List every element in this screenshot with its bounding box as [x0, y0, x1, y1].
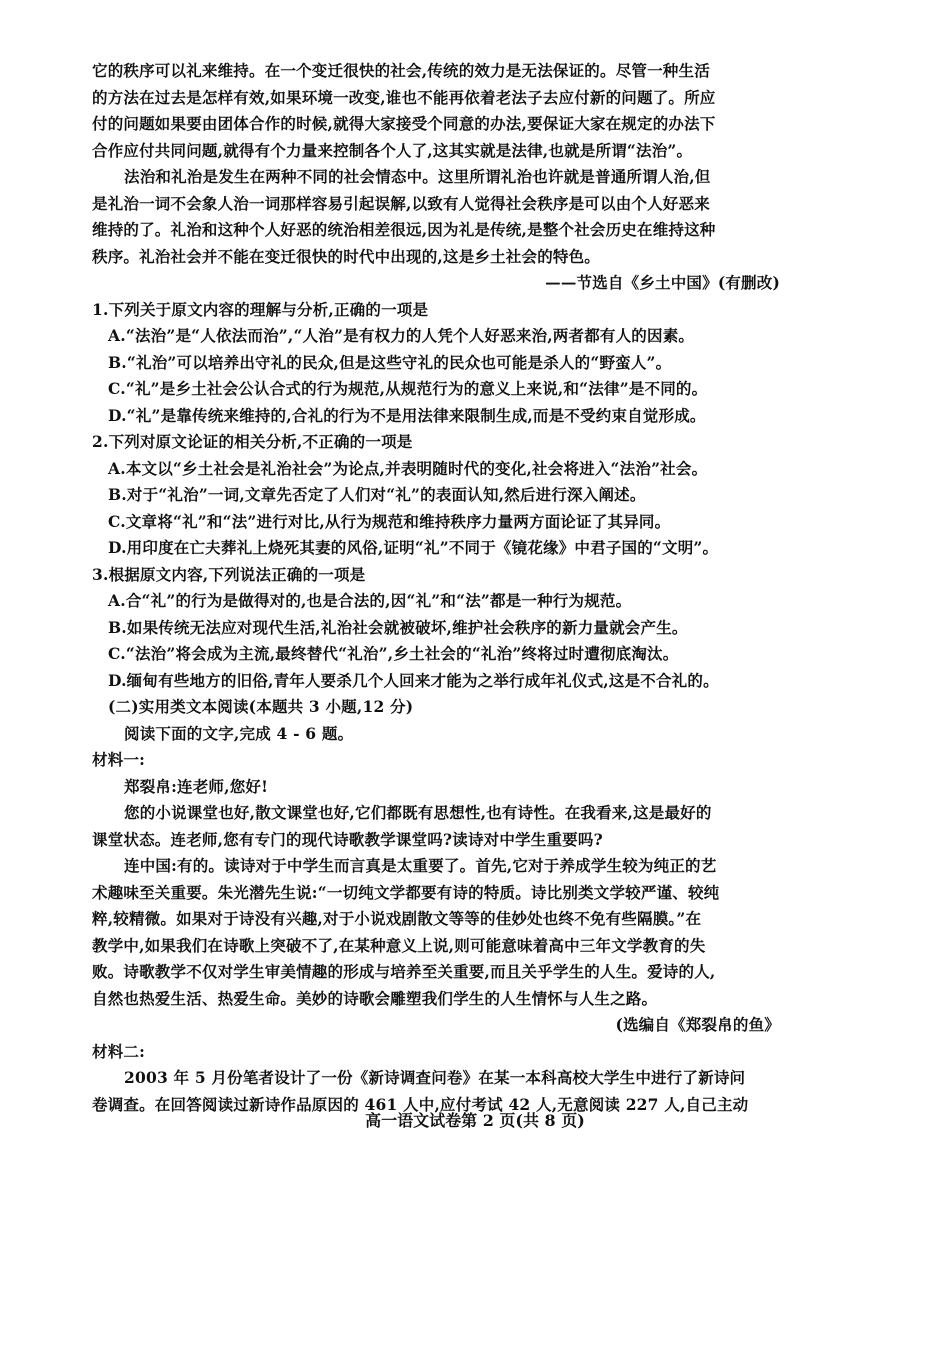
- text-line: 您的小说课堂也好,散文课堂也好,它们都既有思想性,也有诗性。在我看来,这是最好的: [124, 803, 712, 822]
- option-d: D.用印度在亡夫葬礼上烧死其妻的风俗,证明“礼”不同于《镜花缘》中君子国的“文明”。: [108, 538, 719, 557]
- material-2-label: 材料二:: [92, 1041, 146, 1061]
- text-line: 它的秩序可以礼来维持。在一个变迁很快的社会,传统的效力是无法保证的。尽管一种生活: [92, 61, 710, 80]
- text-line: 维持的了。礼治和这种个人好恶的统治相差很远,因为礼是传统,是整个社会历史在维持这种: [92, 220, 716, 239]
- option-b: B.对于“礼治”一词,文章先否定了人们对“礼”的表面认知,然后进行深入阐述。: [108, 485, 646, 504]
- option-c: C.文章将“礼”和“法”进行对比,从行为规范和维持秩序力量两方面论证了其异同。: [108, 511, 671, 531]
- text-line: 卷调查。在回答阅读过新诗作品原因的 461 人中,应付考试 42 人,无意阅读 227 人,自己主动: [92, 1094, 749, 1114]
- page-footer: 高一语文试卷第 2 页(共 8 页): [365, 1111, 585, 1130]
- option-b: B.如果传统无法应对现代生活,礼治社会就被破坏,维护社会秩序的新力量就会产生。: [108, 617, 688, 637]
- text-line: 教学中,如果我们在诗歌上突破不了,在某种意义上说,则可能意味着高中三年文学教育的失: [92, 935, 706, 955]
- question-2: [92, 429, 780, 562]
- source-citation: ——节选自《乡土中国》(有删改): [545, 273, 780, 292]
- passage-paragraph-2: [92, 164, 780, 270]
- section-title: (二)实用类文本阅读(本题共 3 小题,12 分): [108, 697, 414, 716]
- option-c: C.“礼”是乡土社会公认合式的行为规范,从规范行为的意义上来说,和“法律”是不同的。: [108, 379, 708, 398]
- section-instruction: 阅读下面的文字,完成 4 - 6 题。: [124, 723, 354, 743]
- text-line: 连中国:有的。读诗对于中学生而言真是太重要了。首先,它对于养成学生较为纯正的艺: [124, 856, 717, 875]
- question-1: [92, 297, 780, 430]
- text-line: 付的问题如果要由团体合作的时候,就得大家接受个同意的办法,要保证大家在规定的办法下: [92, 114, 716, 133]
- text-line: 的方法在过去是怎样有效,如果环境一改变,谁也不能再依着老法子去应付新的问题了。所应: [92, 87, 716, 107]
- question-stem: 3.根据原文内容,下列说法正确的一项是: [92, 564, 366, 584]
- material-1-body: [92, 774, 780, 1013]
- text-line: 败。诗歌教学不仅对学生审美情趣的形成与培养至关重要,而且关乎学生的人生。爱诗的人,: [92, 962, 716, 981]
- option-a: A.合“礼”的行为是做得对的,也是合法的,因“礼”和“法”都是一种行为规范。: [108, 591, 632, 610]
- option-a: A.“法治”是“人依法而治”,“人治”是有权力的人凭个人好恶来治,两者都有人的因素。: [108, 326, 695, 345]
- option-b: B.“礼治”可以培养出守礼的民众,但是这些守礼的民众也可能是杀人的“野蛮人”。: [108, 352, 672, 372]
- source-citation: (选编自《郑裂帛的鱼》: [615, 1015, 780, 1034]
- passage-top: [92, 58, 780, 164]
- text-line: 2003 年 5 月份笔者设计了一份《新诗调查问卷》在某一本科高校大学生中进行了新诗问: [124, 1068, 746, 1087]
- text-line: 粹,较精微。如果对于诗没有兴趣,对于小说戏剧散文等等的佳妙处也终不免有些隔膜。”在: [92, 909, 702, 928]
- text-line: 是礼治一词不会象人治一词那样容易引起误解,以致有人觉得社会秩序是可以由个人好恶来: [92, 193, 710, 213]
- option-c: C.“法治”将会成为主流,最终替代“礼治”,乡土社会的“礼治”终将过时遭彻底淘汰。: [108, 644, 679, 663]
- question-stem: 2.下列对原文论证的相关分析,不正确的一项是: [92, 432, 413, 451]
- text-line: 郑裂帛:连老师,您好!: [124, 776, 269, 796]
- question-stem: 1.下列关于原文内容的理解与分析,正确的一项是: [92, 299, 429, 319]
- question-3: [92, 562, 780, 695]
- text-line: 秩序。礼治社会并不能在变迁很快的时代中出现的,这是乡土社会的特色。: [92, 246, 600, 266]
- option-d: D.缅甸有些地方的旧俗,青年人要杀几个人回来才能为之举行成年礼仪式,这是不合礼的。: [108, 670, 719, 690]
- text-line: 合作应付共同问题,就得有个力量来控制各个人了,这其实就是法律,也就是所谓“法治”。: [92, 140, 693, 160]
- option-a: A.本文以“乡土社会是礼治社会”为论点,并表明随时代的变化,社会将进入“法治”社会。: [108, 458, 708, 478]
- material-1-label: 材料一:: [92, 750, 146, 769]
- option-d: D.“礼”是靠传统来维持的,合礼的行为不是用法律来限制生成,而是不受约束自觉形成。: [108, 405, 706, 425]
- text-line: 自然也热爱生活、热爱生命。美妙的诗歌会雕塑我们学生的人生情怀与人生之路。: [92, 988, 658, 1008]
- text-line: 课堂状态。连老师,您有专门的现代诗歌教学课堂吗?读诗对中学生重要吗?: [92, 829, 603, 849]
- text-line: 法治和礼治是发生在两种不同的社会情态中。这里所谓礼治也许就是普通所谓人治,但: [124, 167, 711, 186]
- text-line: 术趣味至关重要。朱光潜先生说:“一切纯文学都要有诗的特质。诗比别类文学较严谨、较纯: [92, 882, 720, 902]
